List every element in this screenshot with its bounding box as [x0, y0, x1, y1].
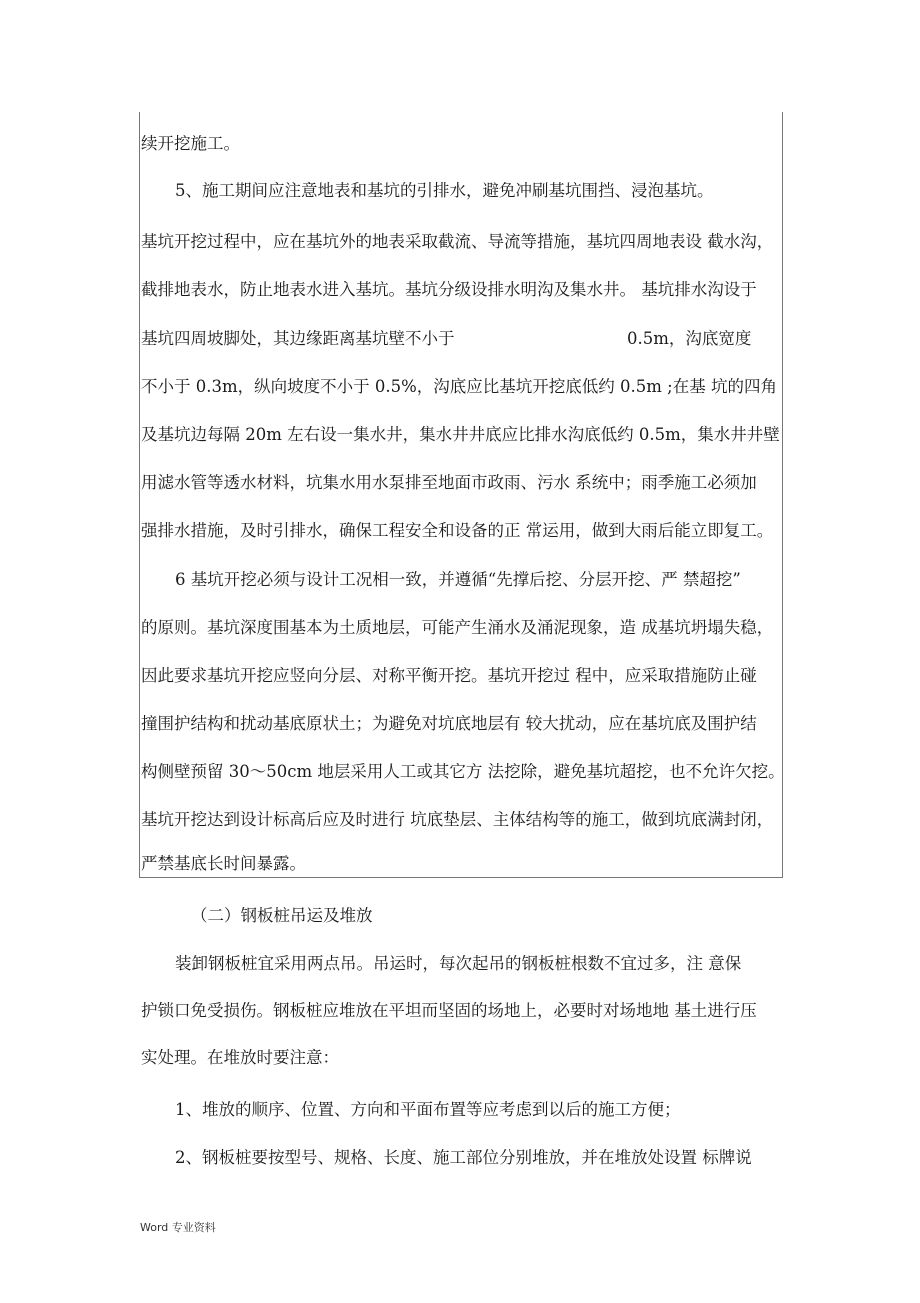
box-line: 及基坑边每隔 20m 左右设一集水井，集水井井底应比排水沟底低约 0.5m，集水井井壁 — [141, 425, 780, 444]
section-heading: （二）钢板桩吊运及堆放 — [191, 906, 373, 925]
box-line: 因此要求基坑开挖应竖向分层、对称平衡开挖。基坑开挖过 程中，应采取措施防止碰 — [141, 666, 757, 685]
box-line: 续开挖施工。 — [141, 134, 240, 153]
box-line: 不小于 0.3m，纵向坡度不小于 0.5%，沟底应比基坑开挖底低约 0.5m ;在基 坑的四角 — [141, 377, 777, 396]
body-line: 1、堆放的顺序、位置、方向和平面布置等应考虑到以后的施工方便； — [175, 1100, 681, 1119]
box-line: 5、施工期间应注意地表和基坑的引排水，避免冲刷基坑围挡、浸泡基坑。 — [175, 181, 714, 200]
box-line: 6 基坑开挖必须与设计工况相一致，并遵循“先撑后挖、分层开挖、严 禁超挖” — [175, 570, 741, 589]
page-footer: Word 专业资料 — [140, 1221, 216, 1234]
box-line: 强排水措施，及时引排水，确保工程安全和设备的正 常运用，做到大雨后能立即复工。 — [141, 521, 774, 540]
box-line: 的原则。基坑深度围基本为土质地层，可能产生涌水及涌泥现象，造 成基坑坍塌失稳， — [141, 618, 774, 637]
box-line: 用滤水管等透水材料，坑集水用水泵排至地面市政雨、污水 系统中；雨季施工必须加 — [141, 473, 757, 492]
body-line: 2、钢板桩要按型号、规格、长度、施工部位分别堆放，并在堆放处设置 标牌说 — [175, 1148, 752, 1167]
box-line: 基坑开挖达到设计标高后应及时进行 坑底垫层、主体结构等的施工，做到坑底满封闭， — [141, 810, 774, 829]
body-line: 装卸钢板桩宜采用两点吊。吊运时，每次起吊的钢板桩根数不宜过多，注 意保 — [175, 954, 742, 973]
box-line: 撞围护结构和扰动基底原状土；为避免对坑底地层有 较大扰动，应在基坑底及围护结 — [141, 714, 757, 733]
box-line: 构侧壁预留 30～50cm 地层采用人工或其它方 法挖除，避免基坑超挖，也不允许欠挖。 — [141, 762, 785, 781]
box-line: 截排地表水，防止地表水进入基坑。基坑分级设排水明沟及集水井。 基坑排水沟设于 — [141, 280, 757, 299]
body-line: 实处理。在堆放时要注意： — [141, 1048, 339, 1067]
body-line: 护锁口免受损伤。钢板桩应堆放在平坦而坚固的场地上，必要时对场地地 基土进行压 — [141, 1001, 757, 1020]
box-line: 基坑开挖过程中，应在基坑外的地表采取截流、导流等措施，基坑四周地表设 截水沟， — [141, 232, 774, 251]
box-line: 0.5m，沟底宽度 — [627, 329, 752, 348]
box-line: 基坑四周坡脚处，其边缘距离基坑壁不小于 — [141, 329, 455, 348]
box-line: 严禁基底长时间暴露。 — [141, 854, 306, 873]
